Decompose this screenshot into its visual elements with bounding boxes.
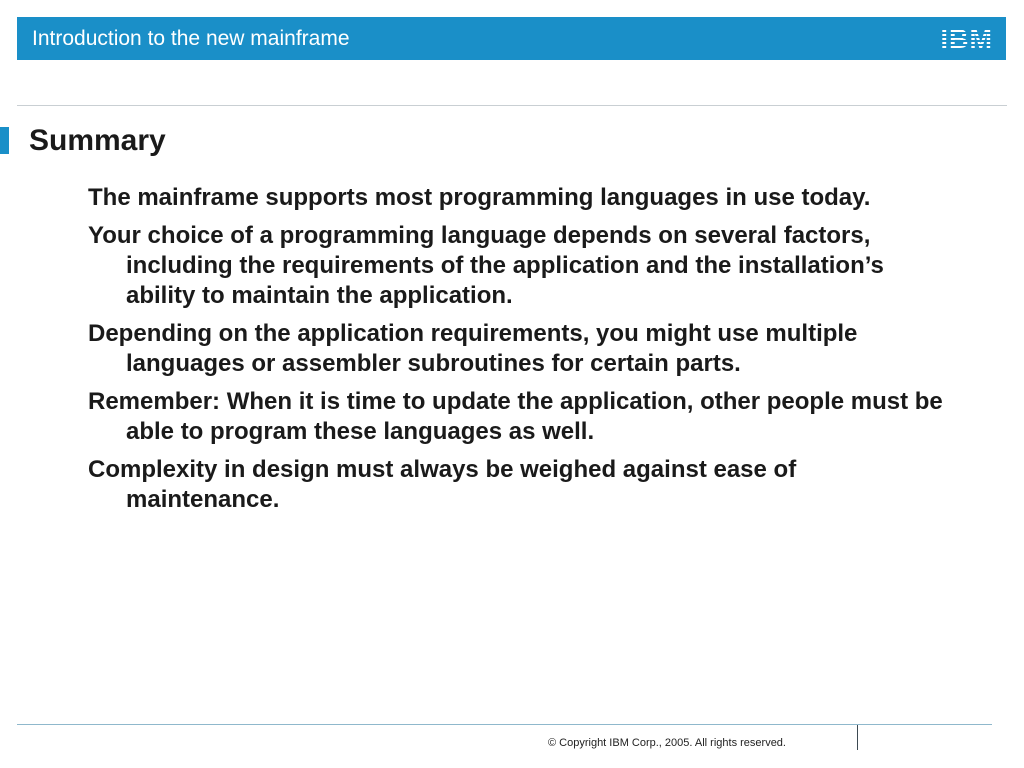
bullet-item: Remember: When it is time to update the application, other people must be able to program these languages as well. — [88, 388, 943, 445]
header-bar — [17, 17, 1006, 60]
ibm-logo: IBM — [940, 24, 993, 54]
copyright-notice: © Copyright IBM Corp., 2005. All rights reserved. — [548, 737, 786, 749]
bullet-item: The mainframe supports most programming languages in use today. — [88, 184, 871, 211]
bullet-item: Depending on the application requirements, you might use multiple languages or assembler subroutines for certain parts. — [88, 320, 858, 377]
footer-tick — [857, 725, 858, 750]
bullet-list — [88, 183, 948, 523]
footer-divider — [17, 724, 992, 725]
title-marker — [0, 127, 9, 154]
slide-title: Summary — [29, 124, 166, 157]
bullet-item: Complexity in design must always be weighed against ease of maintenance. — [88, 456, 797, 513]
header-title: Introduction to the new mainframe — [32, 27, 350, 50]
top-divider — [17, 105, 1007, 106]
bullet-item: Your choice of a programming language depends on several factors, including the requirements of the application and the installation’s ability to maintain the application. — [88, 222, 884, 309]
